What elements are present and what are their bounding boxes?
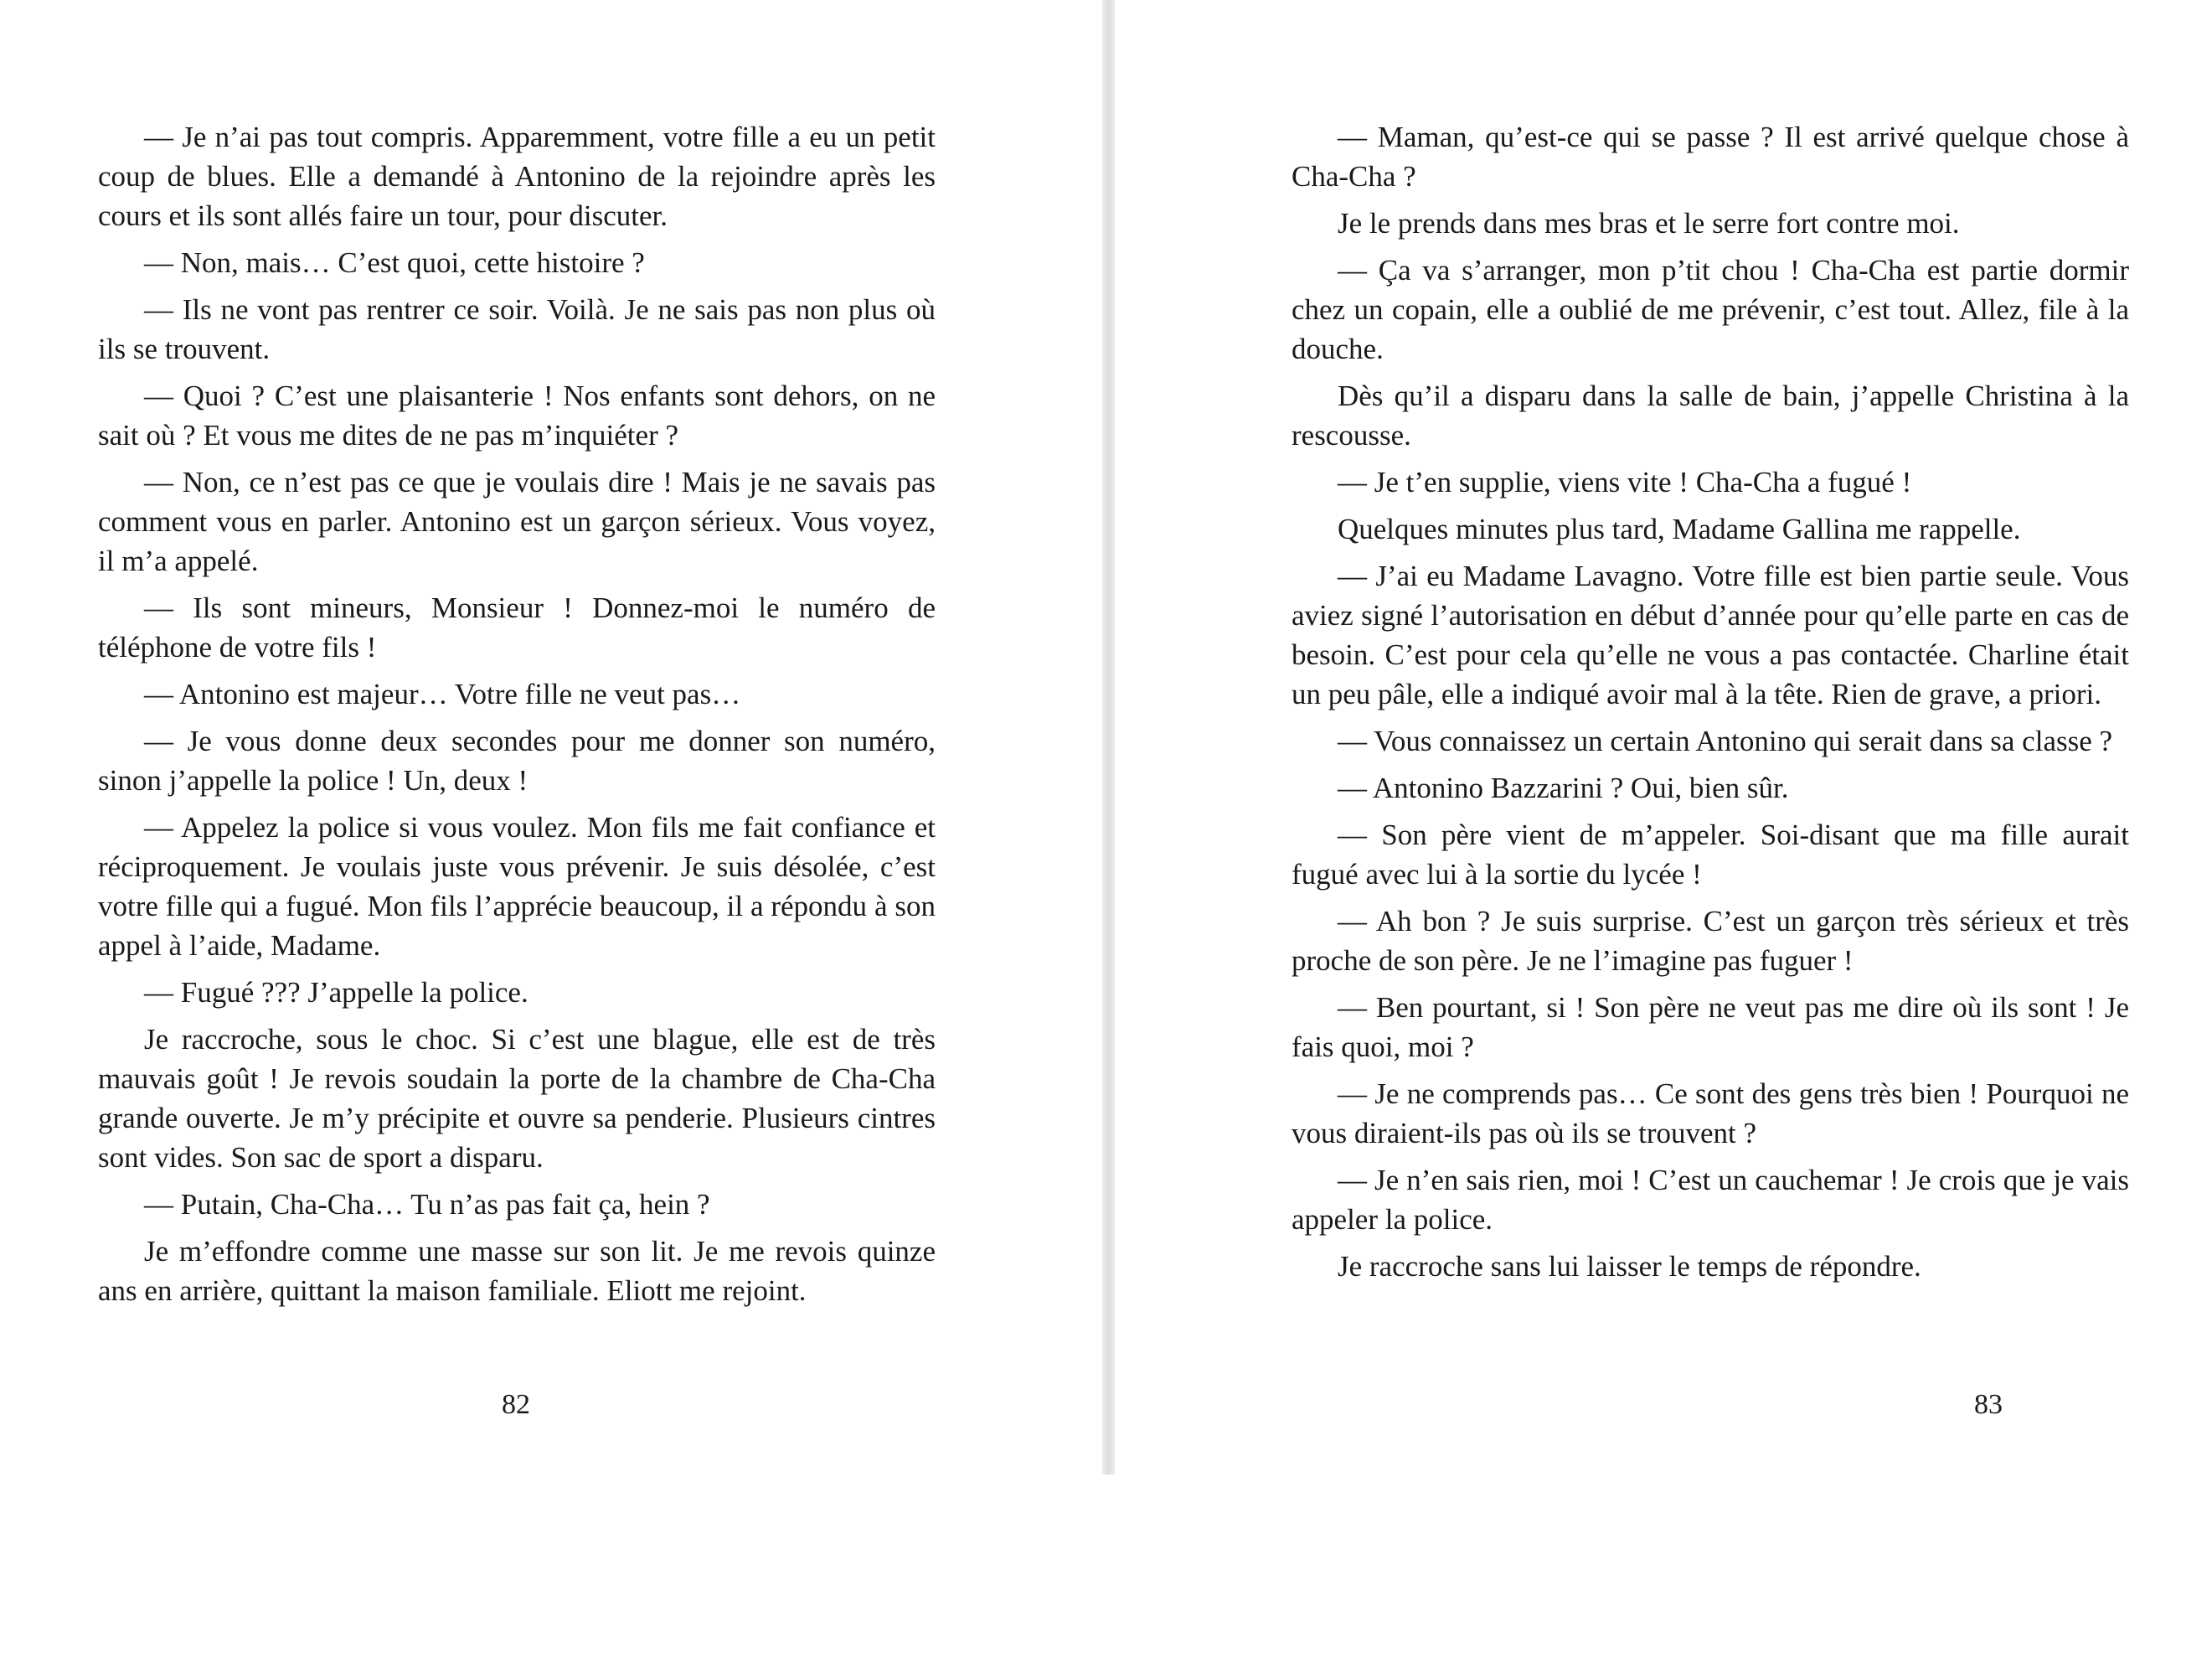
paragraph: — Fugué ??? J’appelle la police.	[144, 976, 529, 1009]
paragraph: — Son père vient de m’appeler. Soi-disant que ma fille aurait fugué avec lui à la sortie du lycée !	[1292, 819, 2129, 891]
page-number-left: 82	[502, 1389, 530, 1420]
paragraph: — Antonino est majeur… Votre fille ne veut pas…	[144, 678, 741, 710]
paragraph: Je raccroche sans lui laisser le temps de répondre.	[1338, 1250, 1921, 1283]
right-page	[1115, 0, 2212, 1474]
paragraph: — Je ne comprends pas… Ce sont des gens très bien ! Pourquoi ne vous diraient-ils pas où ils se trouvent ?	[1292, 1077, 2129, 1149]
paragraph: — Ah bon ? Je suis surprise. C’est un garçon très sérieux et très proche de son père. Je ne l’imagine pas fuguer !	[1292, 905, 2129, 977]
paragraph: Je raccroche, sous le choc. Si c’est une blague, elle est de très mauvais goût ! Je revois soudain la porte de la chambre de Cha-Cha grande ouverte. Je m’y précipite et ouvre sa penderie. Plusieurs cintres sont vides. Son sac de sport a disparu.	[98, 1023, 936, 1174]
paragraph: — Je t’en supplie, viens vite ! Cha-Cha a fugué !	[1338, 466, 1912, 498]
left-page	[0, 0, 1102, 1474]
paragraph: Je le prends dans mes bras et le serre fort contre moi.	[1338, 207, 1960, 240]
paragraph: — Je n’en sais rien, moi ! C’est un cauchemar ! Je crois que je vais appeler la police.	[1292, 1164, 2129, 1236]
paragraph: — Ben pourtant, si ! Son père ne veut pas me dire où ils sont ! Je fais quoi, moi ?	[1292, 991, 2129, 1063]
paragraph: — Maman, qu’est-ce qui se passe ? Il est arrivé quelque chose à Cha-Cha ?	[1292, 121, 2129, 193]
left-page-text	[98, 117, 936, 1318]
paragraph: Dès qu’il a disparu dans la salle de bain, j’appelle Christina à la rescousse.	[1292, 380, 2129, 452]
right-page-text	[1292, 117, 2129, 1294]
page-number-right: 83	[1974, 1389, 2003, 1420]
paragraph: — Appelez la police si vous voulez. Mon fils me fait confiance et réciproquement. Je voulais juste vous prévenir. Je suis désolée, c’est votre fille qui a fugué. Mon fils l’apprécie beaucoup, il a répondu à son appel à l’aide, Madame.	[98, 811, 936, 962]
paragraph: — Je vous donne deux secondes pour me donner son numéro, sinon j’appelle la police ! Un, deux !	[98, 725, 936, 797]
paragraph: Je m’effondre comme une masse sur son lit. Je me revois quinze ans en arrière, quittant la maison familiale. Eliott me rejoint.	[98, 1235, 936, 1307]
book-gutter	[1102, 0, 1115, 1474]
paragraph: Quelques minutes plus tard, Madame Gallina me rappelle.	[1338, 513, 2021, 545]
paragraph: — Quoi ? C’est une plaisanterie ! Nos enfants sont dehors, on ne sait où ? Et vous me dites de ne pas m’inquiéter ?	[98, 380, 936, 452]
paragraph: — J’ai eu Madame Lavagno. Votre fille est bien partie seule. Vous aviez signé l’autorisation en début d’année pour qu’elle parte en cas de besoin. C’est pour cela qu’elle ne vous a pas contactée. Charline était un peu pâle, elle a indiqué avoir mal à la tête. Rien de grave, a priori.	[1292, 560, 2129, 710]
paragraph: — Non, mais… C’est quoi, cette histoire ?	[144, 246, 645, 279]
paragraph: — Ça va s’arranger, mon p’tit chou ! Cha-Cha est partie dormir chez un copain, elle a oublié de me prévenir, c’est tout. Allez, file à la douche.	[1292, 254, 2129, 365]
paragraph: — Putain, Cha-Cha… Tu n’as pas fait ça, hein ?	[144, 1188, 710, 1221]
paragraph: — Je n’ai pas tout compris. Apparemment, votre fille a eu un petit coup de blues. Elle a demandé à Antonino de la rejoindre après les cours et ils sont allés faire un tour, pour discuter.	[98, 121, 936, 232]
paragraph: — Ils sont mineurs, Monsieur ! Donnez-moi le numéro de téléphone de votre fils !	[98, 591, 936, 664]
paragraph: — Ils ne vont pas rentrer ce soir. Voilà. Je ne sais pas non plus où ils se trouvent.	[98, 293, 936, 365]
paragraph: — Antonino Bazzarini ? Oui, bien sûr.	[1338, 772, 1789, 804]
paragraph: — Non, ce n’est pas ce que je voulais dire ! Mais je ne savais pas comment vous en parler. Antonino est un garçon sérieux. Vous voyez, il m’a appelé.	[98, 466, 936, 577]
paragraph: — Vous connaissez un certain Antonino qui serait dans sa classe ?	[1338, 725, 2113, 757]
